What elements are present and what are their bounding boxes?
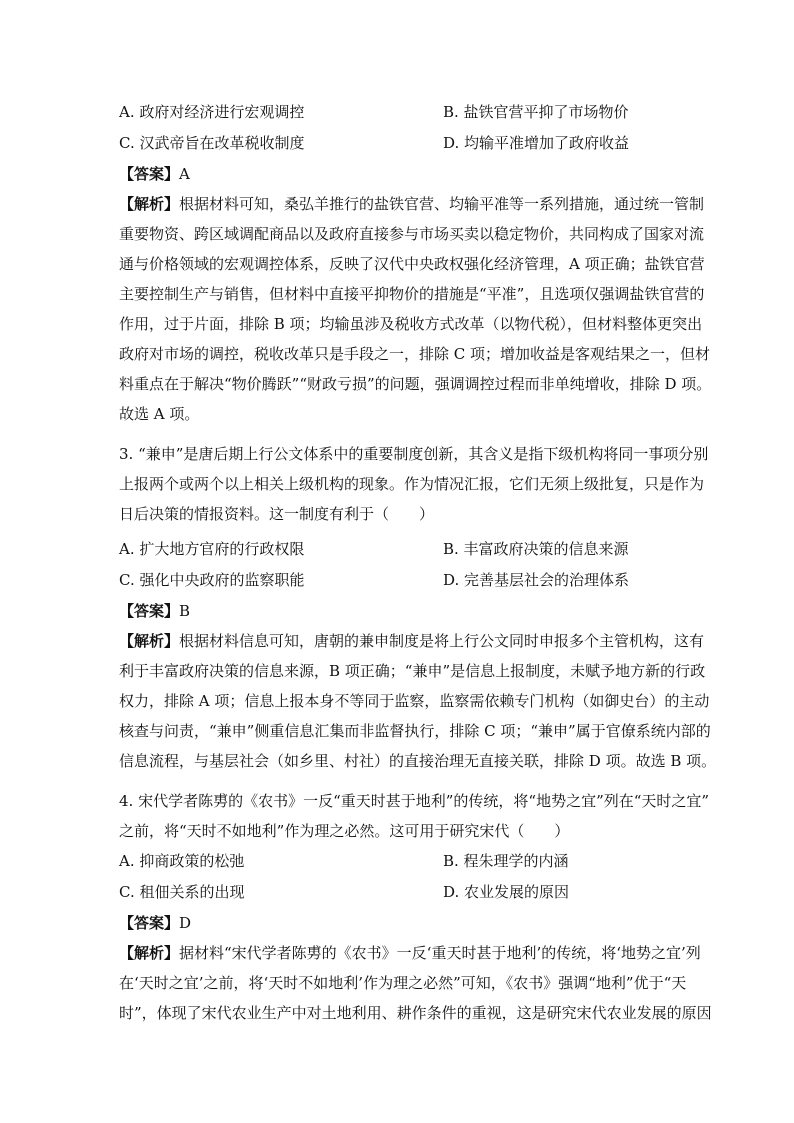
q3-option-b: B. 丰富政府决策的信息来源 <box>443 540 629 558</box>
q2-analysis-line: 料重点在于解决“物价腾跃”“财政亏损”的问题，强调调控过程而非单纯增收，排除 D 项。 <box>119 375 712 393</box>
q3-analysis-line: 【解析】根据材料信息可知，唐朝的兼申制度是将上行公文同时申报多个主管机构，这有 <box>119 632 705 650</box>
q2-option-d: D. 均输平准增加了政府收益 <box>443 134 630 152</box>
q3-analysis-label: 【解析】 <box>119 632 180 650</box>
q2-analysis-line: 【解析】根据材料可知，桑弘羊推行的盐铁官营、均输平准等一系列措施，通过统一管制 <box>119 195 705 213</box>
q4-analysis-line: 【解析】据材料“宋代学者陈旉的《农书》一反‘重天时甚于地利’的传统，将‘地势之宜’列 <box>119 944 701 962</box>
q4-answer-label: 【答案】 <box>119 914 180 932</box>
q2-option-b: B. 盐铁官营平抑了市场物价 <box>443 103 629 121</box>
q3-stem-line: 3. “兼申”是唐后期上行公文体系中的重要制度创新，其含义是指下级机构将同一事项分别 <box>119 445 709 463</box>
q2-option-a: A. 政府对经济进行宏观调控 <box>119 103 305 121</box>
q2-option-c: C. 汉武帝旨在改革税收制度 <box>119 134 305 152</box>
q4-option-a: A. 抑商政策的松弛 <box>119 852 245 870</box>
q3-analysis-line: 核查与问责，“兼申”侧重信息汇集而非监督执行，排除 C 项；“兼申”属于官僚系统内部的 <box>119 722 711 740</box>
q3-option-d: D. 完善基层社会的治理体系 <box>443 571 630 589</box>
q3-analysis-line: 利于丰富政府决策的信息来源，B 项正确；“兼申”是信息上报制度，未赋予地方新的行政 <box>119 662 706 680</box>
q4-option-d: D. 农业发展的原因 <box>443 883 570 901</box>
q3-analysis-line: 权力，排除 A 项；信息上报本身不等同于监察，监察需依赖专门机构（如御史台）的主动 <box>119 692 710 710</box>
q2-answer-label: 【答案】 <box>119 165 180 183</box>
q3-analysis-line: 信息流程，与基层社会（如乡里、村社）的直接治理无直接关联，排除 D 项。故选 B 项。 <box>119 752 717 770</box>
q2-analysis-label: 【解析】 <box>119 195 180 213</box>
q4-analysis-line: 时”，体现了宋代农业生产中对土地利用、耕作条件的重视，这是研究宋代农业发展的原因 <box>119 1004 712 1022</box>
q4-answer-value: D <box>179 914 192 932</box>
q3-answer-label: 【答案】 <box>119 602 180 620</box>
q3-stem-line: 日后决策的情报资料。这一制度有利于（ ） <box>119 505 435 523</box>
q4-option-b: B. 程朱理学的内涵 <box>443 852 569 870</box>
q4-stem-line: 之前，将“天时不如地利”作为理之必然。这可用于研究宋代（ ） <box>119 822 570 840</box>
q3-answer-value: B <box>179 602 191 620</box>
q3-option-c: C. 强化中央政府的监察职能 <box>119 571 305 589</box>
q3-option-a: A. 扩大地方官府的行政权限 <box>119 540 305 558</box>
q4-analysis-line: 在‘天时之宜’之前，将‘天时不如地利’作为理之必然”可知，《农书》强调“地利”优于“天 <box>119 974 687 992</box>
q3-answer <box>119 601 190 621</box>
q2-analysis-line: 主要控制生产与销售，但材料中直接平抑物价的措施是“平准”，且选项仅强调盐铁官营的 <box>119 285 705 303</box>
q2-answer-value: A <box>179 165 190 183</box>
q4-option-c: C. 租佃关系的出现 <box>119 883 245 901</box>
q4-analysis-label: 【解析】 <box>119 944 180 962</box>
q2-analysis-line: 作用，过于片面，排除 B 项；均输虽涉及税收方式改革（以物代税），但材料整体更突出 <box>119 315 703 333</box>
q2-answer <box>119 164 190 184</box>
q2-analysis-line: 通与价格领域的宏观调控体系，反映了汉代中央政权强化经济管理，A 项正确；盐铁官营 <box>119 255 705 273</box>
q4-stem-line: 4. 宋代学者陈旉的《农书》一反“重天时甚于地利”的传统，将“地势之宜”列在“天时之宜” <box>119 792 710 810</box>
q3-stem-line: 上报两个或两个以上相关上级机构的现象。作为情况汇报，它们无须上级批复，只是作为 <box>119 475 705 493</box>
q2-analysis-line: 政府对市场的调控，税收改革只是手段之一，排除 C 项；增加收益是客观结果之一，但材 <box>119 345 711 363</box>
q4-answer <box>119 913 191 933</box>
q2-analysis-line: 重要物资、跨区域调配商品以及政府直接参与市场买卖以稳定物价，共同构成了国家对流 <box>119 225 705 243</box>
q2-analysis-line: 故选 A 项。 <box>119 405 200 423</box>
